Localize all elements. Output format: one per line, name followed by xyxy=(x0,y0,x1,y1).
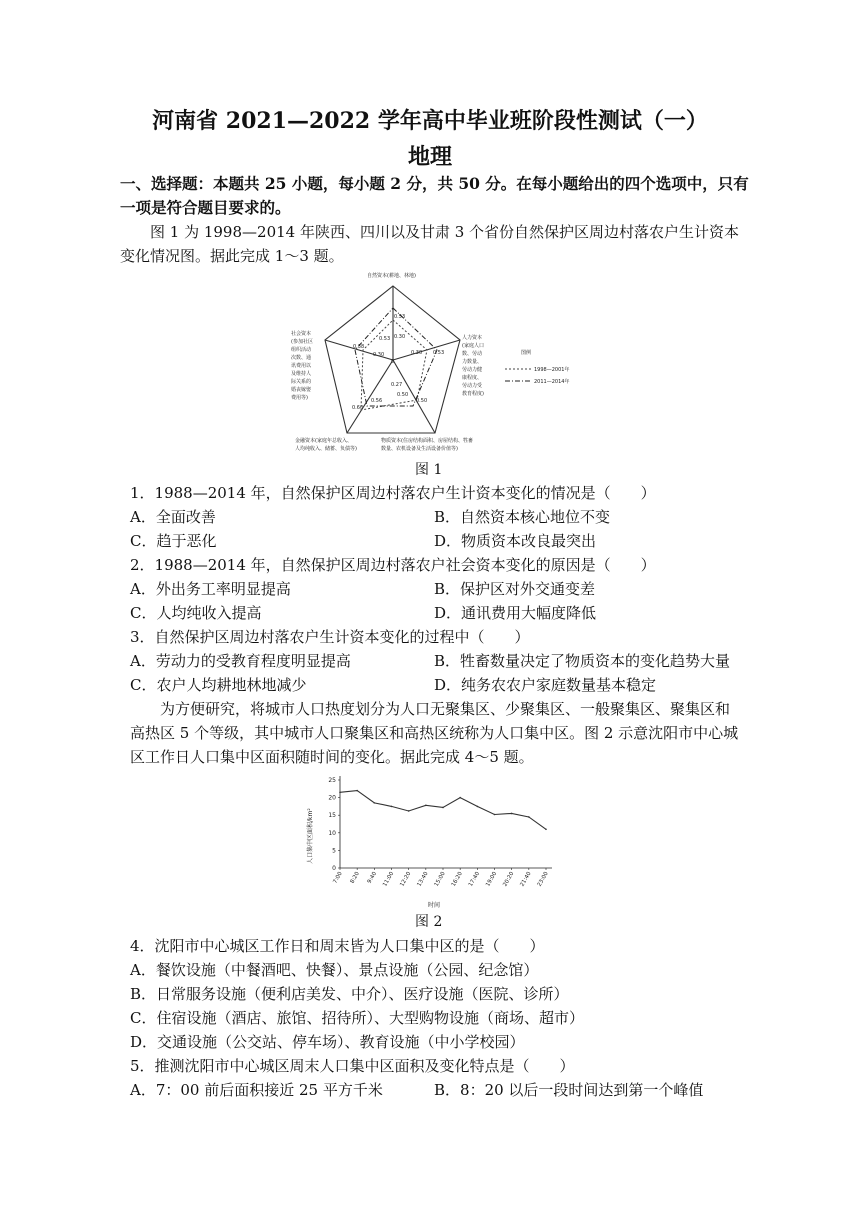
section-instruction-2: 一项是符合题目要求的。 xyxy=(120,198,291,217)
data-point xyxy=(356,790,358,792)
q4-option-b: B．日常服务设施（便利店美发、中介）、医疗设施（医院、诊所） xyxy=(130,985,569,1003)
y-axis-label: 人口集中区面积/km² xyxy=(307,808,314,864)
x-tick-label: 21:40 xyxy=(519,871,533,888)
subject-title: 地理 xyxy=(407,144,452,170)
q4-option-d: D．交通设施（公交站、停车场）、教育设施（中小学校园） xyxy=(130,1033,525,1051)
q3-option-b: B．牲畜数量决定了物质资本的变化趋势大量 xyxy=(434,652,731,670)
human-capital-label: 劳动力健 xyxy=(462,367,483,373)
social-capital-label: 际关系的 xyxy=(291,379,312,385)
social-capital-label: 组织活动 xyxy=(291,347,312,353)
data-point xyxy=(391,806,393,808)
figure1-caption: 图 1 xyxy=(415,462,443,478)
y-tick-label: 0 xyxy=(332,865,336,872)
q4-option-a: A．餐饮设施（中餐酒吧、快餐）、景点设施（公园、纪念馆） xyxy=(130,961,539,979)
q5-option-b: B．8：20 以后一段时间达到第一个峰值 xyxy=(434,1081,704,1099)
q2-option-c: C．人均纯收入提高 xyxy=(130,604,262,622)
x-axis-label: 时间 xyxy=(428,902,441,909)
question-1: 1．1988—2014 年，自然保护区周边村落农户生计资本变化的情况是（ ） xyxy=(130,484,656,502)
value-label: 0.30 xyxy=(394,334,406,340)
social-capital-label: 婚丧嫁娶 xyxy=(291,387,312,393)
y-tick-label: 10 xyxy=(328,829,336,837)
question-2: 2．1988—2014 年，自然保护区周边村落农户社会资本变化的原因是（ ） xyxy=(130,556,656,574)
legend-title: 图例 xyxy=(521,350,532,356)
livelihood-capital-pentagon-figure xyxy=(285,268,610,458)
chart-series xyxy=(339,790,547,830)
intro2-line3: 区工作日人口集中区面积随时间的变化。据此完成 4～5 题。 xyxy=(130,748,534,766)
physical-capital-label: 数量、农机设备及生活设备价值等) xyxy=(381,446,458,452)
value-label: 0.53 xyxy=(394,314,406,320)
data-point xyxy=(339,792,341,794)
social-capital-label: 次数、通 xyxy=(291,355,312,361)
value-label: 0 xyxy=(391,359,395,365)
q1-option-d: D．物质资本改良最突出 xyxy=(434,532,597,550)
x-tick-label: 16:20 xyxy=(450,871,464,888)
exam-title: 河南省 2021—2022 学年高中毕业班阶段性测试（一） xyxy=(152,108,708,134)
data-point xyxy=(545,828,547,830)
human-capital-label: 教育程度) xyxy=(462,391,484,397)
legend-item: 2011—2014年 xyxy=(534,379,570,385)
area-series-line xyxy=(340,791,546,830)
data-point xyxy=(477,806,479,808)
question-3: 3．自然保护区周边村落农户生计资本变化的过程中（ ） xyxy=(130,628,530,646)
intro2-line2: 高热区 5 个等级，其中城市人口聚集区和高热区统称为人口集中区。图 2 示意沈阳市中心城 xyxy=(130,724,739,742)
x-tick-label: 8:20 xyxy=(349,871,361,885)
value-label: 0.50 xyxy=(397,392,409,398)
data-point xyxy=(528,816,530,818)
financial-capital-label: 金融资本(家庭年总收入、 xyxy=(295,438,352,444)
social-capital-label: (参加社区 xyxy=(291,339,313,345)
q3-option-a: A．劳动力的受教育程度明显提高 xyxy=(130,652,351,670)
data-point xyxy=(442,807,444,809)
value-label: 0.30 xyxy=(411,350,423,356)
q3-option-d: D．纯务农农户家庭数量基本稳定 xyxy=(434,676,657,694)
value-label: 0.38 xyxy=(353,344,365,350)
value-label: 0.60 xyxy=(352,405,364,411)
human-capital-label: 康程度、 xyxy=(462,375,483,381)
intro1-line2: 变化情况图。据此完成 1～3 题。 xyxy=(120,247,344,265)
y-tick-label: 5 xyxy=(332,847,336,855)
q3-option-c: C．农户人均耕地林地减少 xyxy=(130,676,307,694)
fig1-legend xyxy=(505,349,569,385)
value-label: 0.53 xyxy=(433,350,445,356)
human-capital-label: (家庭人口 xyxy=(462,343,484,349)
social-capital-label: 讯费用以 xyxy=(291,363,312,369)
intro2-line1: 为方便研究，将城市人口热度划分为人口无聚集区、少聚集区、一般聚集区、聚集区和 xyxy=(160,700,731,718)
data-point xyxy=(494,814,496,816)
human-capital-label: 力数量、 xyxy=(462,359,483,365)
value-label: 0.53 xyxy=(379,336,391,342)
question-5: 5．推测沈阳市中心城区周末人口集中区面积及变化特点是（ ） xyxy=(130,1057,575,1075)
y-tick-label: 15 xyxy=(328,812,336,820)
natural-capital-label: 自然资本(耕地、林地) xyxy=(367,273,416,279)
value-label: 0.30 xyxy=(373,352,385,358)
x-tick-label: 13:40 xyxy=(416,871,430,888)
financial-capital-label: 人均纯收入、储蓄、负债等) xyxy=(295,446,357,452)
social-capital-label: 社会资本 xyxy=(291,331,312,337)
value-label: 0.56 xyxy=(371,398,383,404)
question-4: 4．沈阳市中心城区工作日和周末皆为人口集中区的是（ ） xyxy=(130,937,545,955)
data-point xyxy=(374,802,376,804)
x-tick-label: 15:00 xyxy=(433,871,447,888)
physical-capital-label: 物质资本(住房结构面积、房屋结构、牲畜 xyxy=(381,438,473,444)
q1-option-a: A．全面改善 xyxy=(130,508,216,526)
x-tick-label: 19:00 xyxy=(485,871,499,888)
data-point xyxy=(408,810,410,812)
q2-option-d: D．通讯费用大幅度降低 xyxy=(434,604,597,622)
human-capital-label: 数、劳动 xyxy=(462,351,483,357)
social-capital-label: 费用等) xyxy=(291,395,308,401)
x-tick-label: 9:40 xyxy=(366,871,379,885)
x-tick-label: 23:00 xyxy=(536,871,550,888)
human-capital-label: 人力资本 xyxy=(462,335,483,341)
x-tick-label: 20:20 xyxy=(502,871,516,888)
section-instruction-1: 一、选择题：本题共 25 小题，每小题 2 分，共 50 分。在每小题给出的四个选项中，只有 xyxy=(120,174,749,193)
intro1-line1: 图 1 为 1998—2014 年陕西、四川以及甘肃 3 个省份自然保护区周边村落农户生计资本 xyxy=(150,223,740,241)
q2-option-a: A．外出务工率明显提高 xyxy=(130,580,291,598)
y-tick-label: 20 xyxy=(328,794,336,802)
social-capital-label: 及维持人 xyxy=(291,371,312,377)
data-point xyxy=(425,805,427,807)
x-tick-label: 12:20 xyxy=(399,871,413,888)
y-tick-label: 25 xyxy=(328,777,336,784)
y-tick-labels xyxy=(328,777,340,872)
figure2-caption: 图 2 xyxy=(415,914,443,930)
x-tick-label: 11:00 xyxy=(382,871,396,888)
q2-option-b: B．保护区对外交通变差 xyxy=(434,580,596,598)
x-tick-labels xyxy=(332,868,550,888)
q4-option-c: C．住宿设施（酒店、旅馆、招待所）、大型购物设施（商场、超市） xyxy=(130,1009,584,1027)
population-area-line-chart xyxy=(300,768,560,910)
data-point xyxy=(511,813,513,815)
value-label: 0.50 xyxy=(416,398,428,404)
x-tick-label: 7:00 xyxy=(332,871,344,885)
q1-option-b: B．自然资本核心地位不变 xyxy=(434,508,611,526)
q5-option-a: A．7：00 前后面积接近 25 平方千米 xyxy=(130,1081,383,1099)
chart-axes xyxy=(340,776,552,868)
x-tick-label: 17:40 xyxy=(467,871,482,888)
legend-item: 1998—2001年 xyxy=(534,367,570,373)
q1-option-c: C．趋于恶化 xyxy=(130,532,217,550)
data-point xyxy=(459,797,461,799)
human-capital-label: 劳动力受 xyxy=(462,383,483,389)
value-label: 0.27 xyxy=(391,382,403,388)
